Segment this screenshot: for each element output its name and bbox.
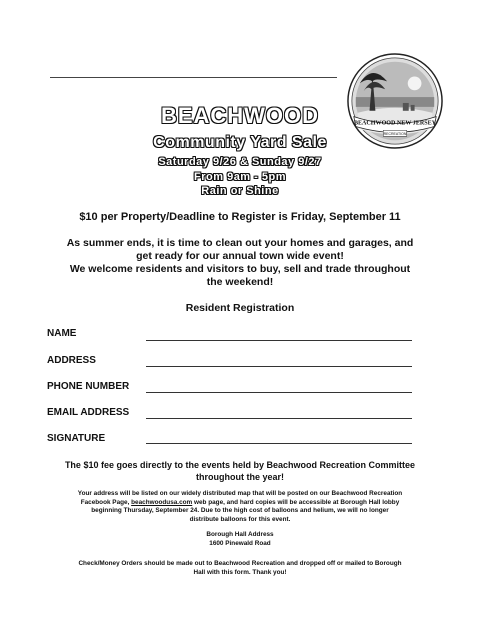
borough-hall-address xyxy=(20,531,460,548)
signature-field[interactable] xyxy=(146,443,412,444)
intro-paragraph xyxy=(40,237,440,289)
phone-number-label: PHONE NUMBER xyxy=(47,381,130,392)
phone-number-field[interactable] xyxy=(146,392,412,393)
hall-street: 1600 Pinewald Road xyxy=(209,539,271,547)
name-label: NAME xyxy=(47,328,77,339)
info-line: distribute balloons for this event. xyxy=(189,515,291,523)
info-line: Your address will be listed on our widely distributed map that will be posted on our Beachwood Recreation xyxy=(77,490,403,497)
hall-name: Borough Hall Address xyxy=(206,531,274,538)
payment-line: Check/Money Orders should be made out to Beachwood Recreation and dropped off or mailed to Borough xyxy=(78,560,402,567)
fee-purpose-note xyxy=(30,459,450,483)
signature-label: SIGNATURE xyxy=(47,433,106,444)
intro-line: As summer ends, it is time to clean out your homes and garages, and xyxy=(66,237,414,249)
email-address-field[interactable] xyxy=(146,418,412,419)
address-label: ADDRESS xyxy=(47,355,96,366)
intro-line: We welcome residents and visitors to buy, sell and trade throughout xyxy=(69,263,411,275)
seal-banner-text: BEACHWOOD NEW JERSEY xyxy=(353,120,437,127)
info-line xyxy=(20,499,460,508)
event-hours: From 9am - 5pm xyxy=(194,171,286,183)
event-title: Community Yard Sale xyxy=(153,134,327,151)
event-dates: Saturday 9/26 & Sunday 9/27 xyxy=(158,156,322,168)
email-address-label: EMAIL ADDRESS xyxy=(47,407,130,418)
fee-note-line: throughout the year! xyxy=(196,472,284,482)
website-link[interactable]: beachwoodusa.com xyxy=(131,498,193,506)
fee-deadline-line: $10 per Property/Deadline to Register is Friday, September 11 xyxy=(79,211,401,223)
intro-line: get ready for our annual town wide event! xyxy=(136,250,344,262)
address-field[interactable] xyxy=(146,366,412,367)
map-info-paragraph xyxy=(20,490,460,524)
info-text: web page, and hard copies will be accessible at Borough Hall lobby xyxy=(192,498,400,506)
seal-sub-text: RECREATION xyxy=(383,132,407,137)
payment-line: Hall with this form. Thank you! xyxy=(193,568,287,576)
fee-note-line: The $10 fee goes directly to the events held by Beachwood Recreation Committee xyxy=(64,460,416,470)
town-title: BEACHWOOD xyxy=(160,103,320,128)
name-field[interactable] xyxy=(146,340,412,341)
top-divider xyxy=(50,77,337,78)
info-text: Facebook Page, xyxy=(80,498,132,506)
weather-note: Rain or Shine xyxy=(201,185,279,197)
registration-title: Resident Registration xyxy=(185,302,295,314)
payment-instructions xyxy=(20,560,460,577)
intro-line: the weekend! xyxy=(206,276,274,288)
info-line: beginning Thursday, September 24. Due to the high cost of balloons and helium, we will no longer xyxy=(91,507,389,514)
